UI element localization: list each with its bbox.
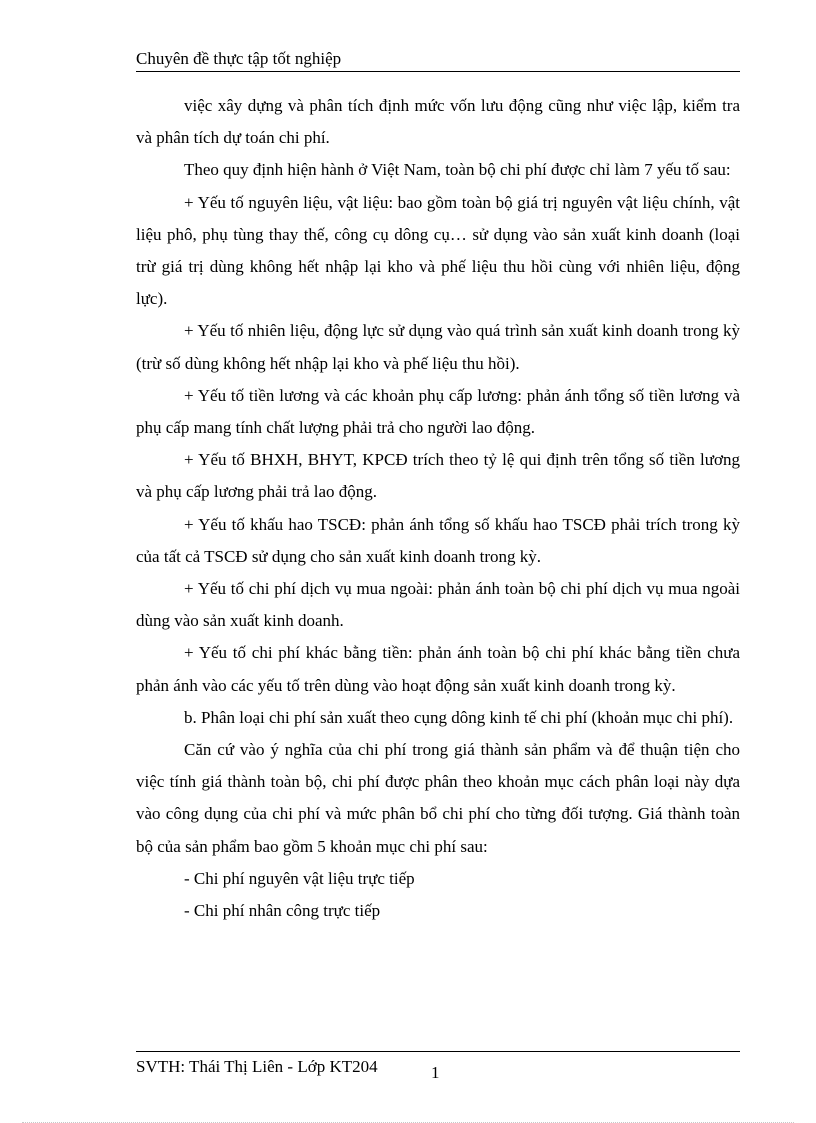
paragraph-cost-factors-intro: Theo quy định hiện hành ở Việt Nam, toàn bộ chi phí được chỉ làm 7 yếu tố sau: bbox=[184, 160, 731, 180]
footer-author: SVTH: Thái Thị Liên - Lớp KT204 bbox=[136, 1057, 378, 1076]
paragraph-factor-depreciation: + Yếu tố khấu hao TSCĐ: phản ánh tổng số khấu hao TSCĐ phải trích trong kỳ của tất cả TSCĐ sử dụng cho sản xuất kinh doanh trong kỳ. bbox=[136, 514, 740, 566]
paragraph-factor-wages: + Yếu tố tiền lương và các khoản phụ cấp lương: phản ánh tổng số tiền lương và phụ cấp mang tính chất lượng phải trả cho người lao động. bbox=[136, 385, 740, 438]
footer-divider bbox=[136, 1051, 740, 1052]
list-item-direct-labor: - Chi phí nhân công trực tiếp bbox=[184, 901, 381, 921]
paragraph-cost-items-explanation: Căn cứ vào ý nghĩa của chi phí trong giá thành sản phẩm và để thuận tiện cho việc tính giá thành toàn bộ, chi phí được phân theo khoản mục cách phân loại này dựa vào công dụng của chi phí và mức phân bổ chi phí cho từng đối tượng. Giá thành toàn bộ của sản phẩm bao gồm 5 khoản mục chi phí sau: bbox=[136, 740, 740, 856]
header-title: Chuyên đề thực tập tốt nghiệp bbox=[136, 49, 342, 68]
page-number: 1 bbox=[431, 1063, 440, 1082]
paragraph-factor-services: + Yếu tố chi phí dịch vụ mua ngoài: phản ánh toàn bộ chi phí dịch vụ mua ngoài dùng vào sản xuất kinh doanh. bbox=[136, 579, 740, 631]
paragraph-factor-fuel: + Yếu tố nhiên liệu, động lực sử dụng vào quá trình sản xuất kinh doanh trong kỳ (trừ số dùng không hết nhập lại kho và phế liệu thu hồi). bbox=[136, 321, 740, 373]
page-header bbox=[136, 48, 740, 72]
paragraph-factor-other-cash: + Yếu tố chi phí khác bằng tiền: phản ánh toàn bộ chi phí khác bằng tiền chưa phản ánh vào các yếu tố trên dùng vào hoạt động sản xuất kinh doanh trong kỳ. bbox=[136, 643, 740, 695]
document-body bbox=[136, 90, 740, 927]
paragraph-intro-continuation: việc xây dựng và phân tích định mức vốn lưu động cũng như việc lập, kiểm tra và phân tích dự toán chi phí. bbox=[136, 96, 740, 148]
paragraph-section-b: b. Phân loại chi phí sản xuất theo cụng dông kinh tế chi phí (khoản mục chi phí). bbox=[184, 707, 734, 727]
paragraph-factor-materials: + Yếu tố nguyên liệu, vật liệu: bao gồm toàn bộ giá trị nguyên vật liệu chính, vật liệu phô, phụ tùng thay thế, công cụ dông cụ… sử dụng vào sản xuất kinh doanh (loại trừ giá trị dùng không hết nhập lại kho và phế liệu thu hồi cùng với nhiên liệu, động lực). bbox=[136, 192, 740, 309]
list-item-direct-materials: - Chi phí nguyên vật liệu trực tiếp bbox=[184, 868, 415, 888]
paragraph-factor-insurance: + Yếu tố BHXH, BHYT, KPCĐ trích theo tỷ lệ qui định trên tổng số tiền lương và phụ cấp lương phải trả lao động. bbox=[136, 450, 740, 502]
